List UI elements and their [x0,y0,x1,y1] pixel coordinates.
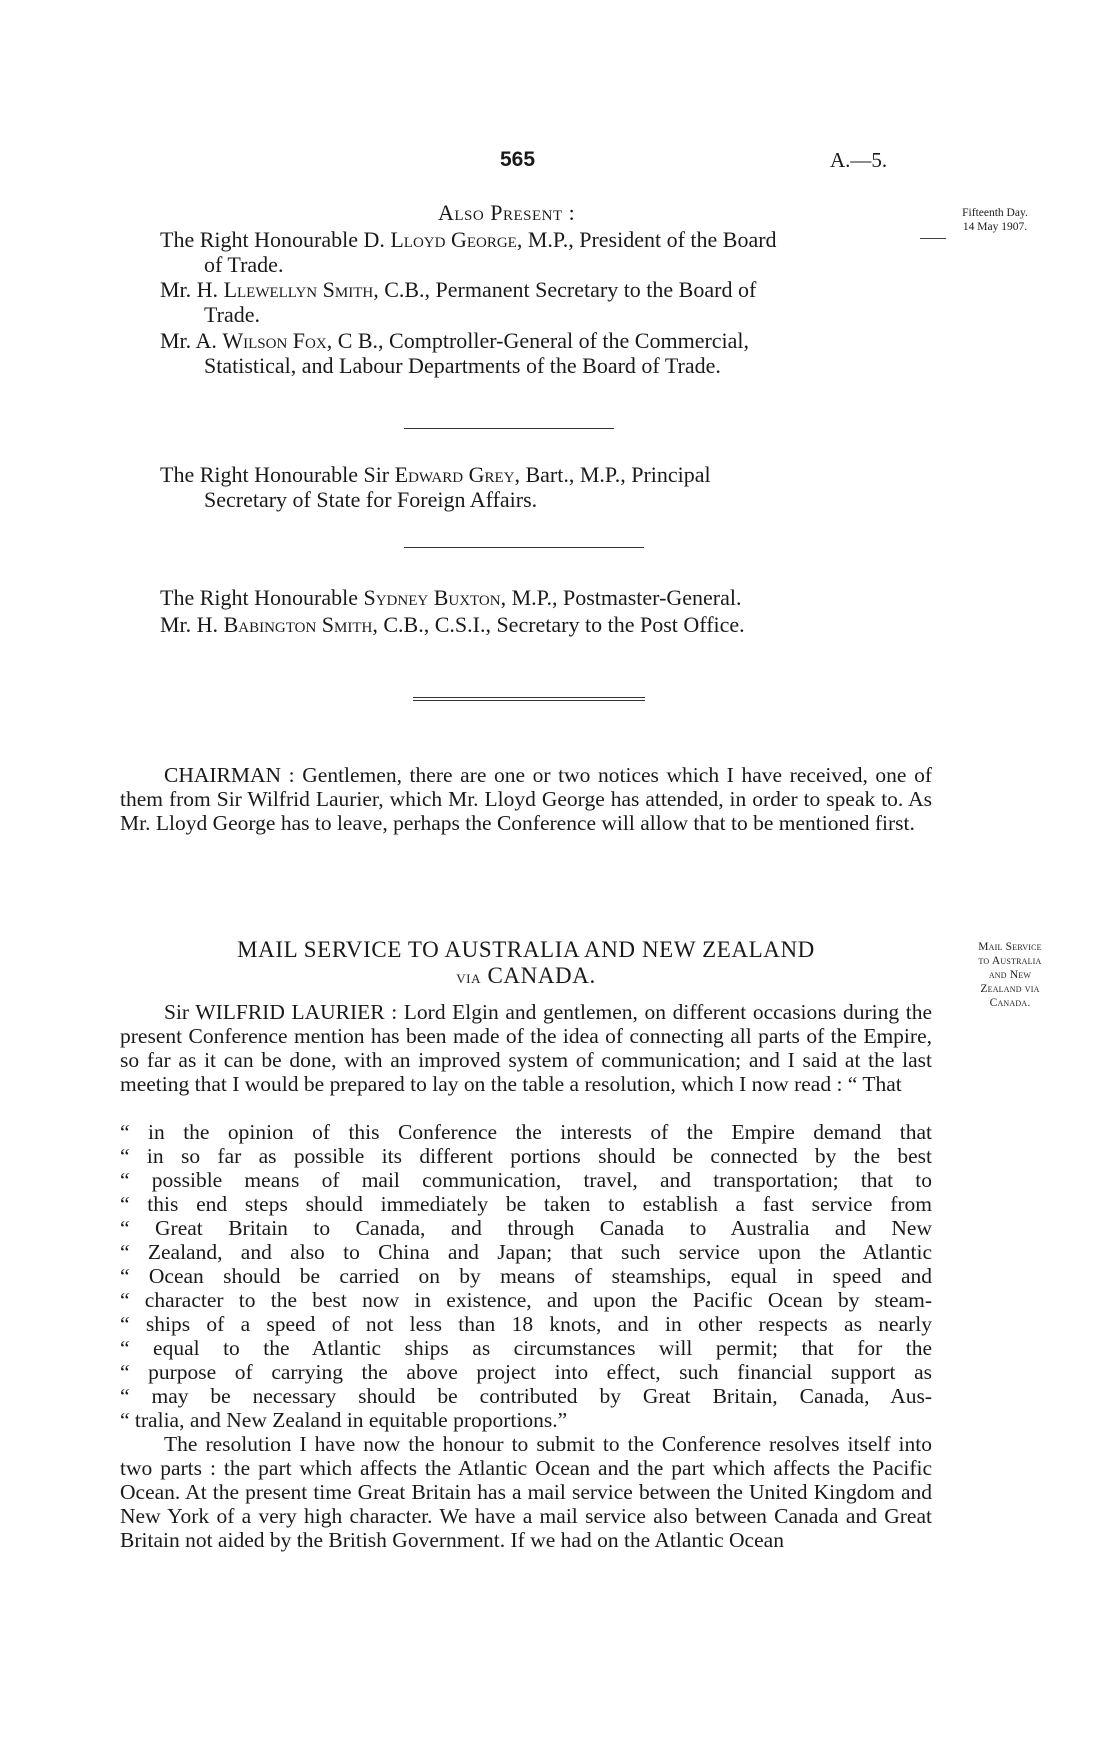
resolution-line: “ ships of a speed of not less than 18 knots, and in other respects as nearly [120,1312,932,1336]
closing-paragraph: The resolution I have now the honour to submit to the Conference resolves itself into two parts : the part which affects the Atlantic Ocean and the part which affects the Pacific Ocean. At the present time Great Britain has a mail service between the United Kingdom and New York of a very high character. We have a mail service also between Canada and Great Britain not aided by the British Government. If we had on the Atlantic Ocean [120,1432,932,1552]
attendee-entry [160,462,932,512]
margin-date-day: Fifteenth Day. [962,207,1028,219]
margin-mail-line: Mail Service [978,941,1042,953]
attendee-name: Babington Smith [223,612,373,637]
resolution-line: “ in so far as possible its different portions should be connected by the best [120,1144,932,1168]
attendee-title: , C.B., C.S.I., Secretary to the Post Office. [372,612,745,637]
resolution-line: “ Great Britain to Canada, and through Canada to Australia and New [120,1216,932,1240]
also-present-heading: Also Present : [438,200,576,225]
attendee-name: Llewellyn Smith [223,277,374,302]
attendee-prefix: The Right Honourable [160,585,358,610]
attendee-name: Wilson Fox [222,328,327,353]
resolution-line: “ this end steps should immediately be taken to establish a fast service from [120,1192,932,1216]
resolution-line: “ Ocean should be carried on by means of steamships, equal in speed and [120,1264,932,1288]
section-divider-double [413,697,645,701]
resolution-line: “ tralia, and New Zealand in equitable proportions.” [120,1408,568,1432]
section-heading [120,937,932,990]
section-divider [404,428,614,429]
attendee-entry [160,227,932,277]
attendee-prefix: The Right Honourable Sir [160,462,390,487]
chairman-paragraph: CHAIRMAN : Gentlemen, there are one or two notices which I have received, one of them from Sir Wilfrid Laurier, which Mr. Lloyd George has attended, in order to speak to. As Mr. Lloyd George has to leave, perhaps the Conference will allow that to be mentioned first. [120,763,932,835]
attendee-title-cont: Secretary of State for Foreign Affairs. [204,487,538,512]
resolution-line: “ may be necessary should be contributed by Great Britain, Canada, Aus- [120,1384,932,1408]
resolution-line: “ possible means of mail communication, travel, and transportation; that to [120,1168,932,1192]
resolution-line: “ equal to the Atlantic ships as circumstances will permit; that for the [120,1336,932,1360]
section-heading-line2: CANADA. [487,963,596,988]
attendee-entry [160,328,932,378]
resolution-line: “ Zealand, and also to China and Japan; that such service upon the Atlantic [120,1240,932,1264]
attendee-prefix: Mr. H. [160,277,219,302]
section-heading-via: via [456,967,482,987]
section-divider [404,547,644,548]
attendee-title: , M.P., President of the Board [516,227,777,252]
attendee-title: , Bart., M.P., Principal [514,462,711,487]
margin-note-mail-service [935,940,1085,1010]
margin-note-date [920,206,1070,234]
attendee-title: , C.B., Permanent Secretary to the Board of [373,277,757,302]
margin-mail-line: and New [988,969,1032,981]
document-reference: A.—5. [830,148,888,172]
attendee-name: Sydney Buxton [363,585,501,610]
attendee-title: , C B., Comptroller-General of the Commercial, [326,328,750,353]
page-number: 565 [500,148,536,171]
resolution-text [120,1120,932,1432]
attendee-prefix: The Right Honourable D. [160,227,385,252]
attendee-prefix: Mr. H. [160,612,219,637]
resolution-line: “ character to the best now in existence, and upon the Pacific Ocean by steam- [120,1288,932,1312]
attendee-entry [160,277,932,327]
attendee-entry [160,585,932,610]
attendee-title-cont: of Trade. [204,252,284,277]
attendee-title: , M.P., Postmaster-General. [500,585,742,610]
attendee-entry [160,612,932,637]
attendee-name: Lloyd George [390,227,517,252]
margin-date: 14 May 1907. [962,221,1028,233]
laurier-intro: Sir WILFRID LAURIER : Lord Elgin and gentlemen, on different occasions during the present Conference mention has been made of the idea of connecting all parts of the Empire, so far as it can be done, with an improved system of communication; and I said at the last meeting that I would be prepared to lay on the table a resolution, which I now read : “ That [120,1000,932,1096]
attendee-title-cont: Trade. [204,302,261,327]
attendee-title-cont: Statistical, and Labour Departments of the Board of Trade. [204,353,721,378]
margin-mail-line: Canada. [989,997,1031,1009]
attendee-prefix: Mr. A. [160,328,217,353]
resolution-line: “ in the opinion of this Conference the interests of the Empire demand that [120,1120,932,1144]
margin-mail-line: Zealand via [980,983,1040,995]
margin-mail-line: to Australia [978,955,1042,967]
resolution-line: “ purpose of carrying the above project into effect, such financial support as [120,1360,932,1384]
attendee-name: Edward Grey [394,462,515,487]
section-heading-line1: MAIL SERVICE TO AUSTRALIA AND NEW ZEALAND [237,937,815,962]
